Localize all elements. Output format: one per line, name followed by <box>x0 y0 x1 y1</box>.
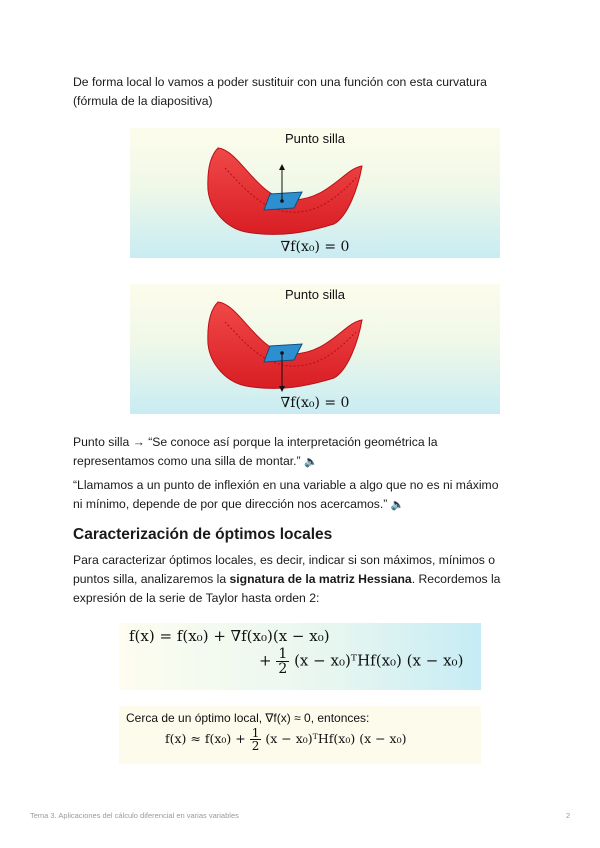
intro-paragraph <box>73 73 533 111</box>
quote2-line-2: ni mínimo, depende de por que dirección nos acercamos.” <box>73 497 388 511</box>
section-line-1: Para caracterizar óptimos locales, es decir, indicar si son máximos, mínimos o <box>73 553 495 567</box>
formula-line-2: + $\frac{1}{2}$ (x − x₀)ᵀHf(x₀) (x − x₀) <box>259 646 464 677</box>
note-fraction: $\frac{1}{2}$ <box>251 726 260 753</box>
section-line-2-pre: puntos silla, analizaremos la <box>73 572 230 586</box>
quote-paragraph-1 <box>73 433 533 472</box>
note-line-1: Cerca de un óptimo local, ∇f(x) ≈ 0, entonces: <box>126 711 370 725</box>
formula-fraction: $\frac{1}{2}$ <box>278 646 288 677</box>
section-paragraph <box>73 551 533 608</box>
quote-paragraph-2 <box>73 476 533 515</box>
figure-title: Punto silla <box>285 287 345 302</box>
section-line-2-bold: signatura de la matriz Hessiana <box>229 572 412 586</box>
figure-caption: ∇f(x₀) = 0 <box>280 395 350 411</box>
quote1-line-2: representamos como una silla de montar.” <box>73 454 301 468</box>
note-line-2: f(x) ≈ f(x₀) + $\frac{1}{2}$ (x − x₀)ᵀHf(x₀) (x − x₀) <box>165 726 407 753</box>
quote1-line-1: Punto silla → “Se conoce así porque la interpretación geométrica la <box>73 435 438 449</box>
figure-caption: ∇f(x₀) = 0 <box>280 239 350 255</box>
taylor-formula-box <box>119 623 481 690</box>
page-number: 2 <box>566 811 571 820</box>
intro-line-2: (fórmula de la diapositiva) <box>73 94 213 108</box>
figure-title: Punto silla <box>285 131 345 146</box>
quote2-line-1: “Llamamos a un punto de inflexión en una variable a algo que no es ni máximo <box>73 478 499 492</box>
speaker-icon[interactable]: 🔈 <box>304 456 318 468</box>
section-heading: Caracterización de óptimos locales <box>73 526 333 543</box>
section-line-3: expresión de la serie de Taylor hasta orden 2: <box>73 591 320 605</box>
saddle-figure-1 <box>130 128 500 258</box>
section-line-2-post: . Recordemos la <box>411 572 501 586</box>
saddle-figure-2 <box>130 284 500 414</box>
speaker-icon[interactable]: 🔈 <box>390 499 405 511</box>
note-box <box>119 706 481 764</box>
formula-line-1: f(x) = f(x₀) + ∇f(x₀)(x − x₀) <box>129 627 330 645</box>
footer-text: Tema 3. Aplicaciones del cálculo diferencial en varias variables <box>30 811 239 820</box>
intro-line-1: De forma local lo vamos a poder sustituir con una función con esta curvatura <box>73 75 487 89</box>
